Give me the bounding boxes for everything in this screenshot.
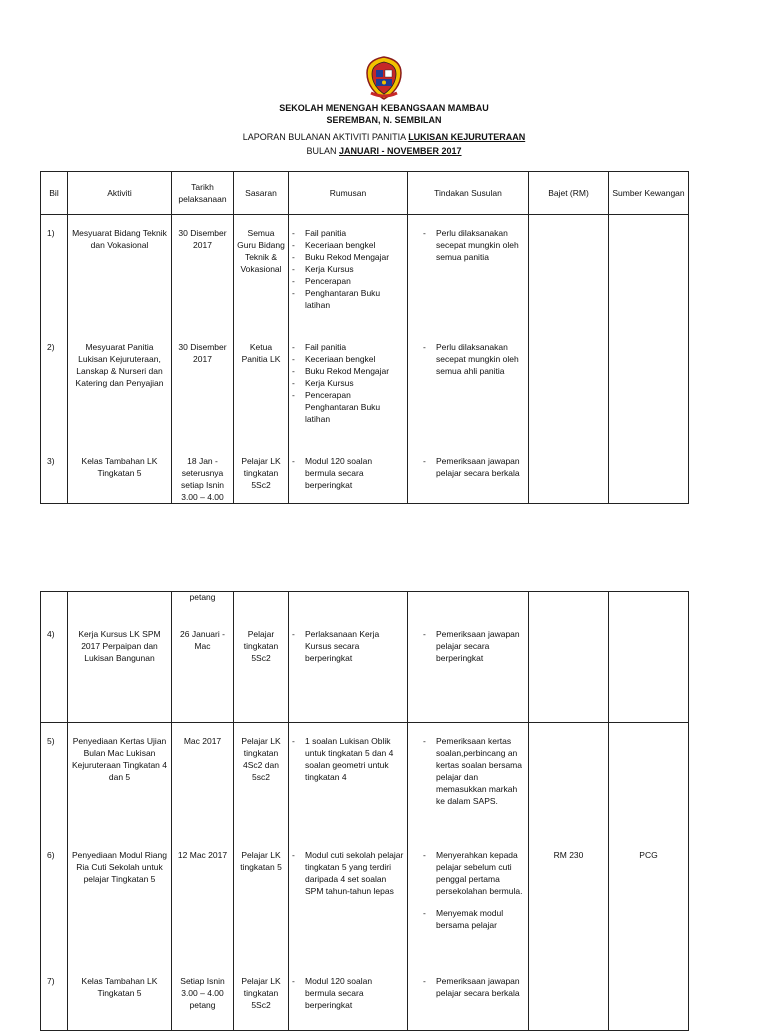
- rumusan-item: - Modul cuti sekolah pelajar tingkatan 5 yang terdiri daripada 4 set soalan SPM tahun-tahun lepas: [289, 849, 405, 897]
- bil-cell: [41, 723, 68, 1031]
- sumber-cell: [609, 592, 689, 723]
- tindakan-item: - Menyemak modul bersama pelajar: [420, 907, 526, 931]
- col-header-sasaran: Sasaran: [234, 172, 289, 215]
- aktiviti-5: Penyediaan Kertas Ujian Bulan Mac Lukisan Kejuruteraan Tingkatan 4 dan 5: [72, 736, 167, 782]
- bajet-cell: [529, 215, 609, 504]
- rumusan-list-6: [289, 849, 407, 975]
- school-crest-icon: [364, 55, 404, 101]
- col-header-bajet: Bajet (RM): [529, 172, 609, 215]
- aktiviti-6: Penyediaan Modul Riang Ria Cuti Sekolah untuk pelajar Tingkatan 5: [72, 850, 167, 884]
- bil-4: 4): [47, 629, 55, 639]
- tindakan-list-6: [408, 849, 528, 975]
- tindakan-item: - Pemeriksaan jawapan pelajar secara berkala: [420, 455, 526, 479]
- rumusan-item: - Penghantaran Buku latihan: [289, 287, 405, 311]
- report-month: [0, 145, 768, 157]
- school-name: SEKOLAH MENENGAH KEBANGSAAN MAMBAU: [279, 103, 489, 113]
- tarikh-cell: [172, 215, 234, 504]
- aktiviti-cell: [68, 215, 172, 504]
- rumusan-list-2: [289, 341, 407, 455]
- rumusan-item: - Buku Rekod Mengajar: [289, 251, 405, 263]
- tindakan-item: - Menyerahkan kepada pelajar sebelum cuti penggal pertama persekolahan bermula.: [420, 849, 526, 897]
- col-header-sumber: Sumber Kewangan: [609, 172, 689, 215]
- sumber-cell: [609, 215, 689, 504]
- tindakan-cell: [408, 215, 529, 504]
- tindakan-list-2: [408, 341, 528, 455]
- bil-6: 6): [47, 850, 55, 860]
- bajet-cell: [529, 592, 609, 723]
- tindakan-list-7: [408, 975, 528, 999]
- rumusan-item: - Modul 120 soalan bermula secara berperingkat: [289, 455, 405, 491]
- bil-3: 3): [47, 456, 55, 466]
- tindakan-item: - Perlu dilaksanakan secepat mungkin oleh semua ahli panitia: [420, 341, 526, 377]
- tindakan-cell: [408, 723, 529, 1031]
- tarikh-1: 30 Disember 2017: [178, 228, 227, 250]
- tarikh-6: 12 Mac 2017: [177, 850, 228, 860]
- sumber-value: PCG: [639, 850, 658, 860]
- sumber-cell: [609, 723, 689, 1031]
- tarikh-7: Setiap Isnin 3.00 – 4.00 petang: [180, 976, 225, 1010]
- sasaran-cell: [234, 592, 289, 723]
- bil-cell: [41, 215, 68, 504]
- rumusan-cell: [289, 592, 408, 723]
- sasaran-cell: [234, 215, 289, 504]
- tindakan-item: - Perlu dilaksanakan secepat mungkin oleh semua panitia: [420, 227, 526, 263]
- tarikh-5: Mac 2017: [183, 736, 222, 746]
- col-header-bil: Bil: [41, 172, 68, 215]
- tindakan-list-3: [408, 455, 528, 479]
- rumusan-list-4: [289, 628, 407, 664]
- table-body-row: [41, 215, 689, 504]
- rumusan-item: - Fail panitia: [289, 227, 405, 239]
- month-range: JANUARI - NOVEMBER 2017: [339, 146, 462, 156]
- aktiviti-1: Mesyuarat Bidang Teknik dan Vokasional: [72, 228, 167, 250]
- tarikh-3: 18 Jan - seterusnya setiap Isnin 3.00 – 4.00: [181, 456, 224, 502]
- rumusan-item: - Pencerapan Penghantaran Buku latihan: [289, 389, 405, 425]
- rumusan-item: - Keceriaan bengkel: [289, 353, 405, 365]
- sasaran-7: Pelajar LK tingkatan 5Sc2: [241, 976, 281, 1010]
- tindakan-item: - Pemeriksaan jawapan pelajar secara berperingkat: [420, 628, 526, 664]
- bajet-cell: [529, 723, 609, 1031]
- col-header-rumusan: Rumusan: [289, 172, 408, 215]
- bil-cell: [41, 592, 68, 723]
- tindakan-list-1: [408, 227, 528, 341]
- month-prefix: BULAN: [306, 146, 337, 156]
- rumusan-list-1: [289, 227, 407, 341]
- aktiviti-4: Kerja Kursus LK SPM 2017 Perpaipan dan Lukisan Bangunan: [78, 629, 161, 663]
- bil-7: 7): [47, 976, 55, 986]
- aktiviti-2: Mesyuarat Panitia Lukisan Kejuruteraan, Lanskap & Nurseri dan Katering dan Penyajian: [75, 342, 164, 388]
- tarikh-cell: [172, 723, 234, 1031]
- bajet-value: RM 230: [553, 850, 584, 860]
- rumusan-cell: [289, 215, 408, 504]
- school-location: SEREMBAN, N. SEMBILAN: [326, 115, 442, 125]
- tarikh-3-continued: petang: [189, 592, 216, 602]
- aktiviti-cell: [68, 592, 172, 723]
- rumusan-item: - 1 soalan Lukisan Oblik untuk tingkatan 5 dan 4 soalan geometri untuk tingkatan 4: [289, 735, 405, 783]
- sasaran-2: Ketua Panitia LK: [241, 342, 281, 364]
- table-row: [41, 723, 689, 1031]
- rumusan-item: - Modul 120 soalan bermula secara berperingkat: [289, 975, 405, 1011]
- rumusan-item: - Buku Rekod Mengajar: [289, 365, 405, 377]
- table-header-row: [41, 172, 689, 215]
- rumusan-item: - Kerja Kursus: [289, 263, 405, 275]
- rumusan-item: - Perlaksanaan Kerja Kursus secara berperingkat: [289, 628, 405, 664]
- rumusan-item: - Kerja Kursus: [289, 377, 405, 389]
- tindakan-cell: [408, 592, 529, 723]
- rumusan-list-5: [289, 735, 407, 849]
- report-subject: LUKISAN KEJURUTERAAN: [408, 132, 526, 142]
- activity-table-page-2: [40, 591, 689, 1031]
- bil-5: 5): [47, 736, 55, 746]
- sasaran-3: Pelajar LK tingkatan 5Sc2: [241, 456, 281, 490]
- col-header-aktiviti: Aktiviti: [68, 172, 172, 215]
- rumusan-list-3: [289, 455, 407, 491]
- sasaran-cell: [234, 723, 289, 1031]
- rumusan-item: - Fail panitia: [289, 341, 405, 353]
- tarikh-2: 30 Disember 2017: [178, 342, 227, 364]
- aktiviti-3: Kelas Tambahan LK Tingkatan 5: [81, 456, 158, 478]
- bil-1: 1): [47, 228, 55, 238]
- tarikh-4: 26 Januari - Mac: [180, 629, 225, 651]
- rumusan-cell: [289, 723, 408, 1031]
- tindakan-item: - Pemeriksaan kertas soalan,perbincang an kertas soalan bersama pelajar dan memasukkan markah ke dalam SAPS.: [420, 735, 526, 807]
- sasaran-4: Pelajar tingkatan 5Sc2: [243, 629, 279, 663]
- report-prefix: LAPORAN BULANAN AKTIVITI PANITIA: [242, 132, 406, 142]
- sasaran-1: Semua Guru Bidang Teknik & Vokasional: [237, 228, 285, 274]
- rumusan-item: - Pencerapan: [289, 275, 405, 287]
- sasaran-5: Pelajar LK tingkatan 4Sc2 dan 5sc2: [241, 736, 281, 782]
- rumusan-item: - Keceriaan bengkel: [289, 239, 405, 251]
- sasaran-6: Pelajar LK tingkatan 5: [240, 850, 282, 872]
- table-row: [41, 592, 689, 723]
- rumusan-list-7: [289, 975, 407, 1011]
- col-header-tindakan: Tindakan Susulan: [408, 172, 529, 215]
- tindakan-item: - Pemeriksaan jawapan pelajar secara berkala: [420, 975, 526, 999]
- tarikh-cell: [172, 592, 234, 723]
- tindakan-list-5: [408, 735, 528, 849]
- bil-2: 2): [47, 342, 55, 352]
- col-header-tarikh: Tarikh pelaksanaan: [172, 172, 234, 215]
- tindakan-list-4: [408, 628, 528, 664]
- activity-table-page-1: [40, 171, 689, 504]
- aktiviti-cell: [68, 723, 172, 1031]
- aktiviti-7: Kelas Tambahan LK Tingkatan 5: [81, 976, 158, 998]
- report-title: [0, 131, 768, 143]
